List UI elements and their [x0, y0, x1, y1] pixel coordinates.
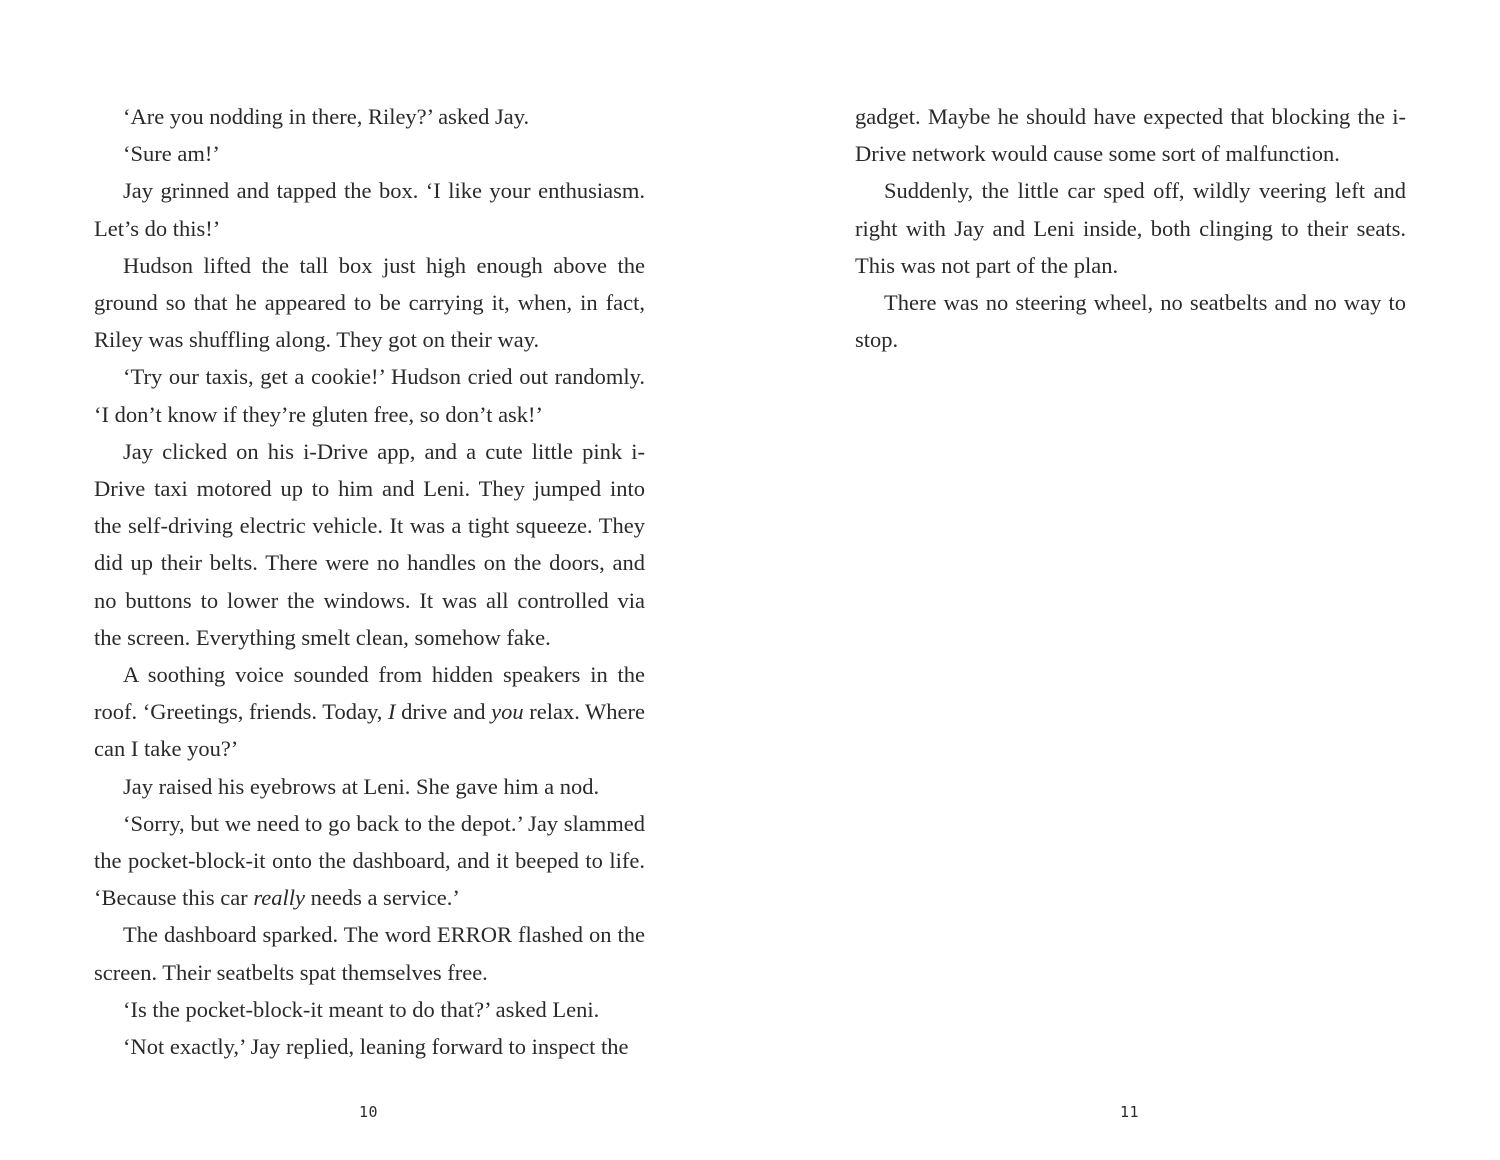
paragraph: Suddenly, the little car sped off, wildly veering left and right with Jay and Leni inside, both clinging to their seats. This was not part of the plan.: [855, 178, 1406, 278]
paragraph: The dashboard sparked. The word ERROR flashed on the screen. Their seatbelts spat themselves free.: [94, 922, 645, 985]
italic-text: you: [491, 699, 524, 725]
paragraph: ‘Are you nodding in there, Riley?’ asked Jay.: [123, 104, 530, 129]
italic-text: I: [388, 699, 396, 725]
paragraph: There was no steering wheel, no seatbelts and no way to stop.: [855, 290, 1406, 353]
paragraph: ‘Sure am!’: [123, 141, 220, 167]
left-page-text: [94, 98, 645, 1065]
paragraph: Jay clicked on his i-Drive app, and a cute little pink i-Drive taxi motored up to him and Leni. They jumped into the self-driving electric vehicle. It was a tight squeeze. They did up their belts. There were no handles on the doors, and no buttons to lower the windows. It was all controlled via the screen. Everything smelt clean, somehow fake.: [94, 438, 645, 650]
page-number: 10: [359, 1103, 379, 1121]
italic-text: really: [253, 885, 305, 911]
continued-paragraph: gadget. Maybe he should have expected that blocking the i-Drive network would cause some sort of malfunction.: [855, 104, 1406, 167]
paragraph: Jay raised his eyebrows at Leni. She gave him a nod.: [123, 773, 600, 799]
text-run: A soothing voice sounded from hidden speakers in the roof. ‘Greetings, friends. Today,: [94, 662, 645, 725]
paragraph: [94, 805, 645, 917]
paragraph: ‘Not exactly,’ Jay replied, leaning forward to inspect the: [123, 1034, 629, 1060]
paragraph: Hudson lifted the tall box just high enough above the ground so that he appeared to be carrying it, when, in fact, Riley was shuffling along. They got on their way.: [94, 252, 645, 353]
page-number: 11: [1120, 1103, 1140, 1121]
text-run: needs a service.’: [304, 885, 460, 911]
right-page: [750, 0, 1500, 1160]
text-run: drive and: [395, 699, 492, 725]
right-page-text: [855, 98, 1406, 358]
text-run: ‘Sorry, but we need to go back to the depot.’ Jay slammed the pocket-block-it onto the dashboard, and it beeped to life. ‘Because this car: [94, 810, 645, 911]
paragraph: [94, 656, 645, 768]
paragraph: Jay grinned and tapped the box. ‘I like your enthusiasm. Let’s do this!’: [94, 178, 645, 241]
text-run: relax. Where can I take you?’: [94, 699, 646, 762]
paragraph: ‘Is the pocket-block-it meant to do that?’ asked Leni.: [123, 996, 600, 1022]
paragraph: ‘Try our taxis, get a cookie!’ Hudson cried out randomly. ‘I don’t know if they’re gluten free, so don’t ask!’: [94, 364, 645, 427]
